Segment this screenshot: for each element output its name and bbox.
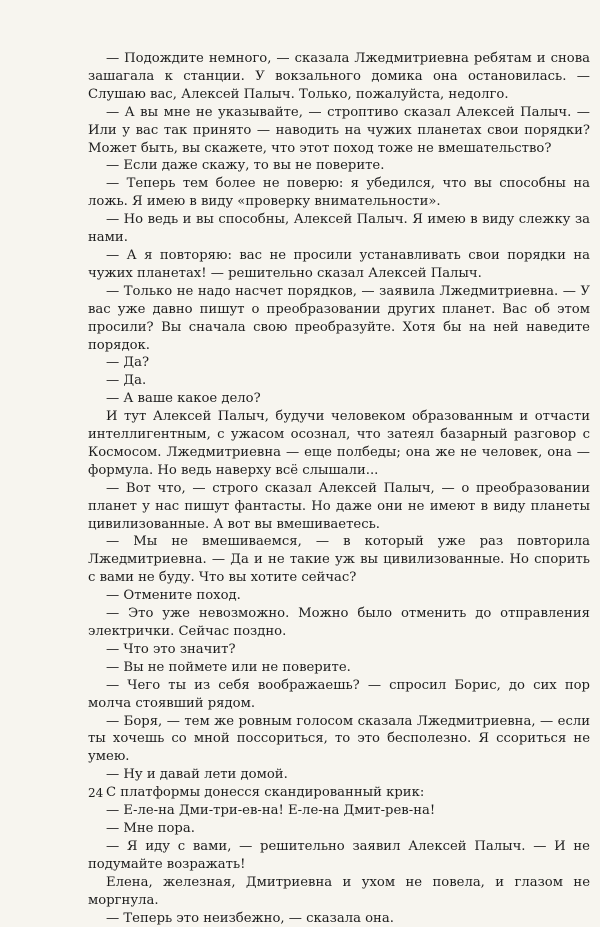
paragraph-14: — Отмените поход.	[88, 587, 590, 605]
page-body-text	[88, 50, 590, 927]
paragraph-25: Елена, железная, Дмитриевна и ухом не повела, и глазом не моргнула.	[88, 874, 590, 910]
paragraph-12: — Вот что, — строго сказал Алексей Палыч, — о преобразовании планет у нас пишут фантасты. Но даже они не имеют в виду планеты цивилизованные. А вот вы вмешиваетесь.	[88, 480, 590, 534]
paragraph-17: — Вы не поймете или не поверите.	[88, 659, 590, 677]
paragraph-18: — Чего ты из себя воображаешь? — спросил Борис, до сих пор молча стоявший рядом.	[88, 677, 590, 713]
paragraph-23: — Мне пора.	[88, 820, 590, 838]
paragraph-22: — Е-ле-на Дми-три-ев-на! Е-ле-на Дмит-рев-на!	[88, 802, 590, 820]
paragraph-5: — Но ведь и вы способны, Алексей Палыч. Я имею в виду слежку за нами.	[88, 211, 590, 247]
paragraph-6: — А я повторяю: вас не просили устанавливать свои порядки на чужих планетах! — решительно сказал Алексей Палыч.	[88, 247, 590, 283]
paragraph-13: — Мы не вмешиваемся, — в который уже раз повторила Лжедмитриевна. — Да и не такие уж вы цивилизованные. Но спорить с вами не буду. Что вы хотите сейчас?	[88, 533, 590, 587]
paragraph-4: — Теперь тем более не поверю: я убедился, что вы способны на ложь. Я имею в виду «проверку внимательности».	[88, 175, 590, 211]
paragraph-3: — Если даже скажу, то вы не поверите.	[88, 157, 590, 175]
page-number: 24	[88, 786, 103, 800]
paragraph-15: — Это уже невозможно. Можно было отменить до отправления электрички. Сейчас поздно.	[88, 605, 590, 641]
paragraph-9: — Да.	[88, 372, 590, 390]
paragraph-24: — Я иду с вами, — решительно заявил Алексей Палыч. — И не подумайте возражать!	[88, 838, 590, 874]
paragraph-21: С платформы донесся скандированный крик:	[88, 784, 590, 802]
paragraph-20: — Ну и давай лети домой.	[88, 766, 590, 784]
paragraph-2: — А вы мне не указывайте, — строптиво сказал Алексей Палыч. — Или у вас так принято — наводить на чужих планетах свои порядки? Может быть, вы скажете, что этот поход тоже не вмешательство?	[88, 104, 590, 158]
paragraph-26: — Теперь это неизбежно, — сказала она.	[88, 910, 590, 927]
paragraph-8: — Да?	[88, 354, 590, 372]
paragraph-16: — Что это значит?	[88, 641, 590, 659]
paragraph-11: И тут Алексей Палыч, будучи человеком образованным и отчасти интеллигентным, с ужасом осознал, что затеял базарный разговор с Космосом. Лжедмитриевна — еще полбеды; она же не человек, она — формула. Но ведь наверху всё слышали...	[88, 408, 590, 480]
paragraph-10: — А ваше какое дело?	[88, 390, 590, 408]
paragraph-1: — Подождите немного, — сказала Лжедмитриевна ребятам и снова зашагала к станции. У вокзального домика она остановилась. — Слушаю вас, Алексей Палыч. Только, пожалуйста, недолго.	[88, 50, 590, 104]
paragraph-7: — Только не надо насчет порядков, — заявила Лжедмитриевна. — У вас уже давно пишут о преобразовании других планет. Вас об этом просили? Вы сначала свою преобразуйте. Хотя бы на ней наведите порядок.	[88, 283, 590, 355]
paragraph-19: — Боря, — тем же ровным голосом сказала Лжедмитриевна, — если ты хочешь со мной поссориться, то это бесполезно. Я ссориться не умею.	[88, 713, 590, 767]
